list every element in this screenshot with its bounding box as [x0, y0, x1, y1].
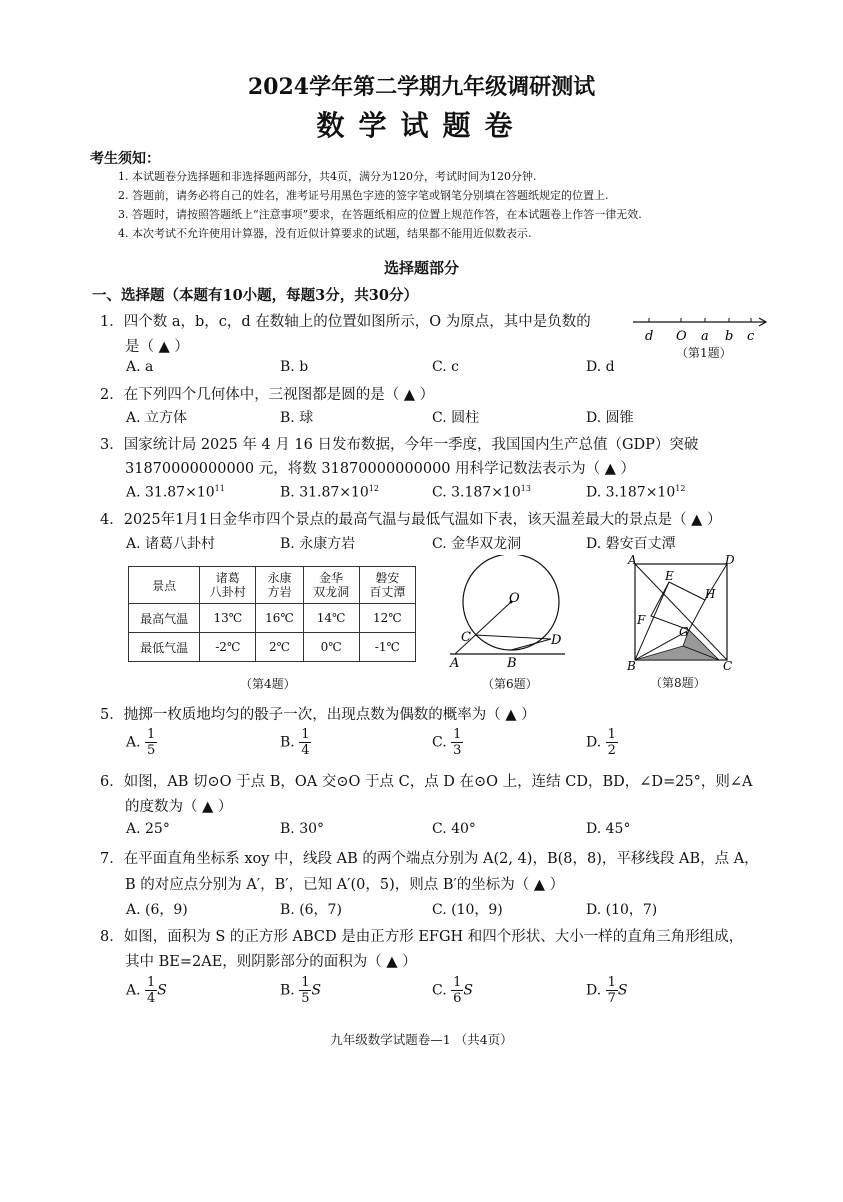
part-heading: 一、选择题（本题有10小题，每题3分，共30分） [92, 287, 418, 304]
notice-item: 1. 本试题卷分选择题和非选择题两部分，共4页，满分为120分，考试时间为120分钟. [118, 170, 537, 183]
q7-text: 7．在平面直角坐标系 xoy 中，线段 AB 的两个端点分别为 A(2, 4)，B(8，8)，平移线段 AB，点 A， [100, 851, 759, 867]
fig-label: C [461, 630, 471, 645]
q7-option-b: B. (6，7) [280, 902, 342, 918]
page-footer: 九年级数学试题卷—1 （共4页） [330, 1032, 513, 1047]
notice-item: 4. 本次考试不允许使用计算器，没有近似计算要求的试题，结果都不能用近似数表示. [118, 227, 532, 240]
table-row [129, 633, 416, 662]
table-header-row [129, 567, 416, 604]
axis-label: c [747, 329, 755, 344]
table-cell: 最低气温 [129, 633, 200, 662]
q3-option-a: A. $31.87\times 10^{11}$ [126, 484, 225, 501]
fig-label: O [509, 591, 520, 606]
q6-option-c: C. 40° [432, 821, 476, 837]
fig1-caption: （第1题） [676, 346, 732, 360]
q2-option-b: B. 球 [280, 410, 314, 426]
q4-option-a: A. 诸葛八卦村 [126, 536, 216, 552]
fig4-caption: （第4题） [240, 677, 296, 691]
q5-option-b: B. $\frac{1}{4}$ [280, 727, 310, 758]
q1-option-b: B. b [280, 359, 309, 375]
table-header-cell: 金华 双龙洞 [303, 567, 359, 604]
axis-label: d [645, 329, 654, 344]
q8-option-d: D. $\frac{1}{7}$ S [586, 975, 628, 1006]
q3-text: 3．国家统计局 2025 年 4 月 16 日发布数据，今年一季度，我国国内生产总值（GDP）突破 [100, 437, 699, 453]
table-cell: 16℃ [256, 604, 303, 633]
q8-text-2: 其中 BE=2AE，则阴影部分的面积为（ ▲ ） [125, 954, 417, 970]
q4-option-c: C. 金华双龙洞 [432, 536, 522, 552]
q4-option-b: B. 永康方岩 [280, 536, 356, 552]
table-cell: -2℃ [200, 633, 256, 662]
q6-option-d: D. 45° [586, 821, 631, 837]
table-header-cell: 景点 [129, 567, 200, 604]
q5-option-c: C. $\frac{1}{3}$ [432, 727, 462, 758]
table-cell: 13℃ [200, 604, 256, 633]
fig-label: D [551, 633, 562, 648]
q7-text-2: B 的对应点分别为 A′，B′，已知 A′(0，5)，则点 B′的坐标为（ ▲ ） [125, 877, 565, 893]
q8-option-b: B. $\frac{1}{5}$ S [280, 975, 322, 1006]
table-cell: 12℃ [359, 604, 415, 633]
notice-item: 2. 答题前，请务必将自己的姓名，准考证号用黑色字迹的签字笔或钢笔分别填在答题纸规定的位置上. [118, 189, 609, 202]
q5-text: 5．抛掷一枚质地均匀的骰子一次，出现点数为偶数的概率为（ ▲ ） [100, 707, 536, 723]
axis-label: O [676, 329, 687, 344]
q5-option-d: D. $\frac{1}{2}$ [586, 727, 616, 758]
table-row [129, 604, 416, 633]
fig-label: F [637, 613, 646, 627]
q2-text: 2．在下列四个几何体中，三视图都是圆的是（ ▲ ） [100, 387, 435, 403]
axis-label: a [701, 329, 709, 344]
fig-label: D [725, 553, 735, 567]
fig-label: H [705, 587, 716, 601]
q1-text: 1．四个数 a，b，c，d 在数轴上的位置如图所示，O 为原点，其中是负数的 [100, 314, 591, 330]
table-cell: 2℃ [256, 633, 303, 662]
fig-label: A [450, 656, 460, 671]
q4-option-d: D. 磐安百丈潭 [586, 536, 676, 552]
square-figure [625, 552, 737, 672]
q1-option-a: A. a [126, 359, 154, 375]
fig-label: G [679, 625, 689, 639]
q7-option-a: A. (6，9) [126, 902, 188, 918]
fig6-caption: （第6题） [482, 677, 538, 691]
circle-tangent-figure [445, 555, 570, 675]
notice-heading: 考生须知： [90, 151, 160, 167]
fig-label: B [627, 659, 636, 672]
q8-text: 8．如图，面积为 S 的正方形 ABCD 是由正方形 EFGH 和四个形状、大小一样的直角三角形组成， [100, 929, 744, 945]
section-title: 选择题部分 [383, 259, 459, 277]
fig-label: B [507, 656, 517, 671]
q1-option-c: C. c [432, 359, 459, 375]
exam-title: 2024学年第二学期九年级调研测试 [247, 74, 596, 100]
q6-option-b: B. 30° [280, 821, 325, 837]
fig-label: C [723, 659, 733, 672]
q6-text: 6．如图，AB 切⊙O 于点 B，OA 交⊙O 于点 C，点 D 在⊙O 上，连结 CD，BD，∠D=25°，则∠A [100, 774, 753, 790]
notice-item: 3. 答题时，请按照答题纸上“注意事项”要求，在答题纸相应的位置上规范作答，在本试题卷上作答一律无效. [118, 208, 642, 221]
table-header-cell: 诸葛 八卦村 [200, 567, 256, 604]
table-header-cell: 永康 方岩 [256, 567, 303, 604]
fig-label: A [628, 553, 637, 567]
q2-option-d: D. 圆锥 [586, 410, 634, 426]
table-cell: 0℃ [303, 633, 359, 662]
q3-option-d: D. $3.187\times 10^{12}$ [586, 484, 686, 501]
q2-option-a: A. 立方体 [126, 410, 188, 426]
q3-option-b: B. $31.87\times 10^{12}$ [280, 484, 379, 501]
q8-option-a: A. $\frac{1}{4}$ S [126, 975, 167, 1006]
q3-option-c: C. $3.187\times 10^{13}$ [432, 484, 531, 501]
q7-option-d: D. (10，7) [586, 902, 658, 918]
q5-option-a: A. $\frac{1}{5}$ [126, 727, 156, 758]
fig-label: E [665, 569, 674, 583]
q1-text-2: 是（ ▲ ） [125, 339, 189, 355]
q6-text-2: 的度数为（ ▲ ） [125, 799, 233, 815]
fig8-caption: （第8题） [650, 676, 706, 690]
table-cell: -1℃ [359, 633, 415, 662]
q3-text-2: 31870000000000 元，将数 31870000000000 用科学记数法表示为（ ▲ ） [125, 461, 636, 477]
table-cell: 14℃ [303, 604, 359, 633]
table-cell: 最高气温 [129, 604, 200, 633]
q2-option-c: C. 圆柱 [432, 410, 480, 426]
q4-text: 4．2025年1月1日金华市四个景点的最高气温与最低气温如下表，该天温差最大的景点是（ ▲ ） [100, 512, 722, 528]
q7-option-c: C. (10，9) [432, 902, 503, 918]
q1-option-d: D. d [586, 359, 615, 375]
axis-label: b [725, 329, 734, 344]
table-header-cell: 磐安 百丈潭 [359, 567, 415, 604]
temperature-table [128, 566, 416, 662]
q6-option-a: A. 25° [126, 821, 170, 837]
q8-option-c: C. $\frac{1}{6}$ S [432, 975, 473, 1006]
paper-title: 数学试题卷 [316, 109, 527, 142]
